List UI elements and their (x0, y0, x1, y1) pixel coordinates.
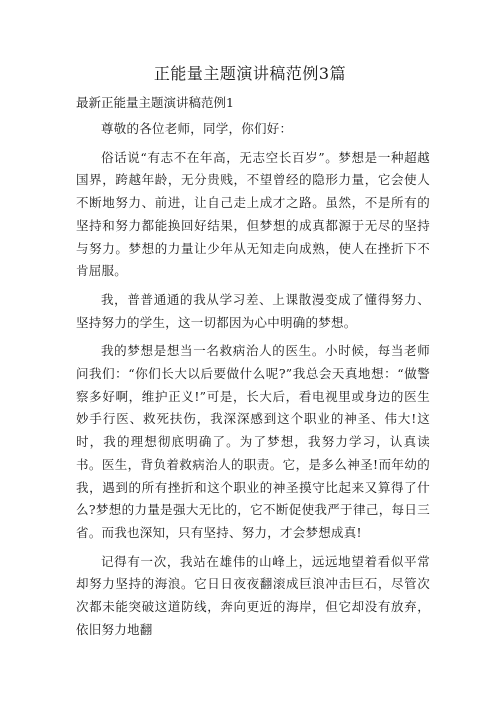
paragraph-3: 我的梦想是想当一名救病治人的医生。小时候，每当老师问我们：“你们长大以后要做什么呢?”我总会天真地想：“做警察多好啊，维护正义!”可是，长大后，看电视里或身边的医生妙手行医、救死扶伤，我深深感到这个职业的神圣、伟大!这时，我的理想彻底明确了。为了梦想，我努力学习，认真读书。医生，背负着救病治人的职责。它，是多么神圣!而年幼的我，遇到的所有挫折和这个职业的神圣摸守比起来又算得了什么?梦想的力量是强大无比的，它不断促使我严于律己，每日三省。而我也深知，只有坚持、努力，才会梦想成真! (76, 343, 430, 540)
document-title: 正能量主题演讲稿范例3篇 (153, 64, 347, 83)
paragraph-1: 俗话说“有志不在年高，无志空长百岁”。梦想是一种超越国界，跨越年龄，无分贵贱，不望曾经的隐形力量，它会使人不断地努力、前进，让自己走上成才之路。虽然，不是所有的坚持和努力都能换回好结果，但梦想的成真都源于无尽的坚持与努力。梦想的力量让少年从无知走向成熟，使人在挫折下不肯屈服。 (76, 149, 430, 279)
paragraph-2: 我，普普通通的我从学习差、上课散漫变成了懂得努力、坚持努力的学生，这一切都因为心中明确的梦想。 (76, 291, 430, 330)
paragraph-greeting: 尊敬的各位老师，同学，你们好： (101, 121, 293, 136)
paragraph-4: 记得有一次，我站在雄伟的山峰上，远远地望着看似平常却努力坚持的海浪。它日日夜夜翻滚成巨浪冲击巨石，尽管次次都未能突破这道防线，奔向更近的海岸，但它却没有放弃，依旧努力地翻 (76, 553, 430, 637)
document-subtitle: 最新正能量主题演讲稿范例1 (76, 95, 234, 110)
document-body (76, 118, 430, 647)
